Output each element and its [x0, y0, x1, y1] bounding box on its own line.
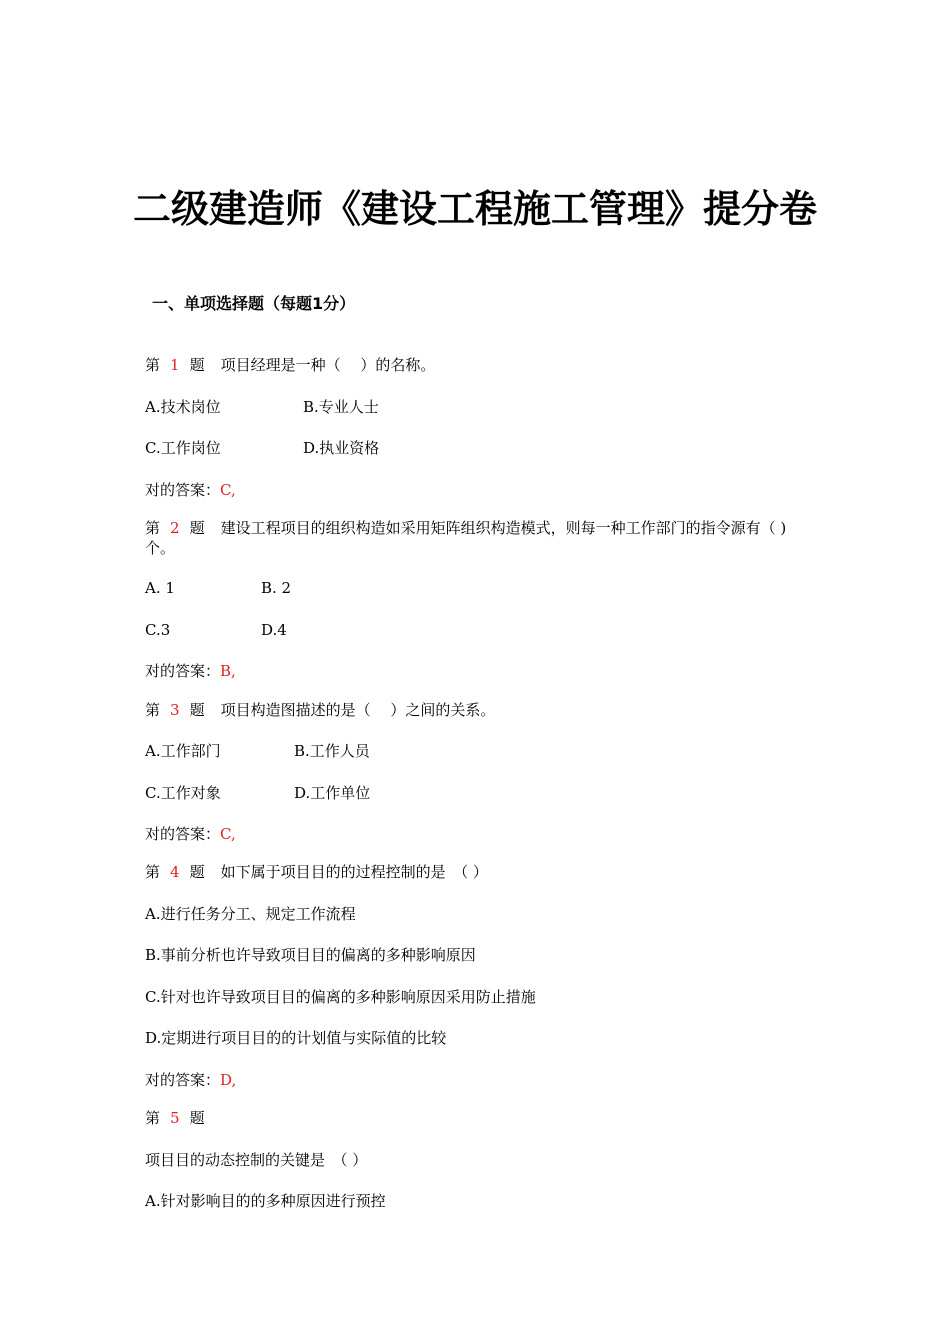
question-2-option-c: C.3 — [145, 621, 171, 639]
question-1-answer-value: C, — [220, 481, 236, 499]
question-3-answer-value: C, — [220, 825, 236, 843]
question-1-number: 1 — [170, 356, 180, 374]
question-3-answer: 对的答案：C, — [145, 825, 236, 843]
document-title: 二级建造师《建设工程施工管理》提分卷 — [132, 187, 817, 231]
question-1-option-b: B.专业人士 — [303, 398, 379, 416]
question-3-option-c: C.工作对象 — [145, 784, 221, 802]
section-heading: 一、单项选择题（每题1分） — [152, 294, 356, 313]
question-1-option-c: C.工作岗位 — [145, 439, 221, 457]
question-2-header: 第 2 题 建设工程项目的组织构造如采用矩阵组织构造模式，则每一种工作部门的指令源有（ )个。 — [145, 519, 787, 557]
question-4-answer: 对的答案：D, — [145, 1071, 237, 1089]
question-2-option-a: A. 1 — [145, 579, 175, 597]
question-2-number: 2 — [170, 519, 180, 537]
question-1-header: 第 1 题 项目经理是一种（ ）的名称。 — [145, 356, 436, 374]
question-4-option-a: A.进行任务分工、规定工作流程 — [145, 905, 356, 923]
question-4-answer-value: D, — [220, 1071, 237, 1089]
question-4-option-d: D.定期进行项目目的的计划值与实际值的比较 — [145, 1029, 447, 1047]
question-5-number: 5 — [170, 1109, 180, 1127]
question-3-number: 3 — [170, 701, 180, 719]
question-2-answer-value: B, — [220, 662, 236, 680]
question-5-header: 第 5 题 — [145, 1109, 205, 1127]
question-3-option-b: B.工作人员 — [294, 742, 370, 760]
question-1-answer: 对的答案：C, — [145, 481, 236, 499]
question-2-stem: 建设工程项目的组织构造如采用矩阵组织构造模式，则每一种工作部门的指令源有（ )个。 — [145, 519, 787, 557]
question-1-option-d: D.执业资格 — [303, 439, 380, 457]
question-4-header: 第 4 题 如下属于项目目的的过程控制的是 （ ） — [145, 863, 488, 881]
question-4-option-c: C.针对也许导致项目目的偏离的多种影响原因采用防止措施 — [145, 988, 536, 1006]
question-2-option-b: B. 2 — [261, 579, 292, 597]
question-1-stem: 项目经理是一种（ ）的名称。 — [220, 356, 436, 374]
question-2-answer: 对的答案：B, — [145, 662, 236, 680]
question-4-stem: 如下属于项目目的的过程控制的是 （ ） — [220, 863, 488, 881]
question-3-header: 第 3 题 项目构造图描述的是（ ）之间的关系。 — [145, 701, 496, 719]
question-2-option-d: D.4 — [261, 621, 287, 639]
question-1-option-a: A.技术岗位 — [145, 398, 221, 416]
question-3-option-d: D.工作单位 — [294, 784, 371, 802]
question-4-option-b: B.事前分析也许导致项目目的偏离的多种影响原因 — [145, 946, 476, 964]
question-5-option-a: A.针对影响目的的多种原因进行预控 — [145, 1192, 386, 1210]
question-5-stem: 项目目的动态控制的关键是 （ ） — [145, 1151, 368, 1169]
question-3-option-a: A.工作部门 — [145, 742, 221, 760]
question-3-stem: 项目构造图描述的是（ ）之间的关系。 — [220, 701, 496, 719]
question-4-number: 4 — [170, 863, 180, 881]
